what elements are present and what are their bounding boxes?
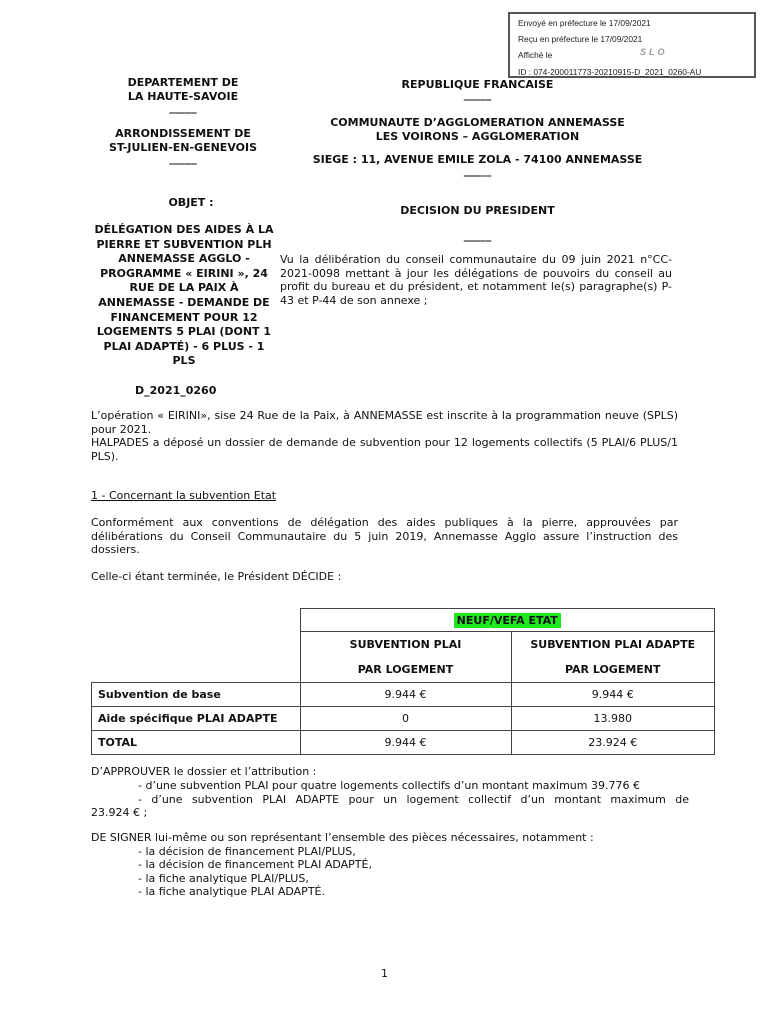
communaute-line1: COMMUNAUTE D’AGGLOMERATION ANNEMASSE <box>330 116 625 129</box>
approuver-heading: D’APPROUVER le dossier et l’attribution : <box>91 765 317 778</box>
stamp-posted: Affiché le <box>518 50 553 60</box>
communaute-line2: LES VOIRONS – AGGLOMERATION <box>375 129 580 143</box>
section-heading-etat: 1 - Concernant la subvention Etat <box>91 489 277 502</box>
table-row <box>92 707 715 731</box>
cell-adapte: 13.980 <box>511 707 715 731</box>
col-header-plai-line2: PAR LOGEMENT <box>357 663 454 676</box>
conformement-paragraph: Conformément aux conventions de délégation des aides publiques à la pierre, approuvées par délibérations du Conseil Communautaire du 5 juin 2019, Annemasse Agglo assure l’instruction des dossiers. <box>91 516 678 557</box>
subsidy-table <box>91 608 715 755</box>
decide-paragraph: Celle-ci étant terminée, le Président DÉCIDE : <box>91 570 342 583</box>
cell-plai: 9.944 € <box>300 683 511 707</box>
signer-item-2: - la décision de financement PLAI ADAPTÉ, <box>138 858 372 871</box>
signer-heading: DE SIGNER lui-même ou son représentant l’ensemble des pièces nécessaires, notamment : <box>91 831 594 844</box>
cell-plai: 0 <box>300 707 511 731</box>
stamp-logo: SLO <box>640 47 668 57</box>
approuver-item-1: - d’une subvention PLAI pour quatre logements collectifs d’un montant maximum 39.776 € <box>138 779 640 792</box>
separator: _____ <box>463 88 492 101</box>
row-label: TOTAL <box>92 731 301 755</box>
arrondissement-line2: ST-JULIEN-EN-GENEVOIS <box>108 140 258 154</box>
approuver-item-2: - d’une subvention PLAI ADAPTE pour un logement collectif d’un montant maximum de <box>138 793 689 806</box>
approuver-item-2-cont: 23.924 € ; <box>91 806 148 819</box>
table-group-header <box>300 609 715 632</box>
body-paragraph-operation <box>91 409 678 463</box>
signer-item-3: - la fiche analytique PLAI/PLUS, <box>138 872 309 885</box>
cell-adapte: 9.944 € <box>511 683 715 707</box>
table-empty-cell <box>92 632 301 683</box>
signer-item-4: - la fiche analytique PLAI ADAPTÉ. <box>138 885 325 898</box>
objet-text: DÉLÉGATION DES AIDES À LA PIERRE ET SUBVENTION PLH ANNEMASSE AGGLO - PROGRAMME « EIRINI », 24 RUE DE LA PAIX À ANNEMASSE - DEMANDE DE FINANCEMENT POUR 12 LOGEMENTS 5 PLAI (DONT 1 PLAI ADAPTÉ) - 6 PLUS - 1 PLS <box>94 223 274 368</box>
separator: _____ <box>169 152 197 166</box>
department-line1: DEPARTEMENT DE <box>127 76 239 89</box>
prefecture-stamp <box>508 12 756 78</box>
department-line2: LA HAUTE-SAVOIE <box>127 89 239 103</box>
halpades-text: HALPADES a déposé un dossier de demande de subvention pour 12 logements collectifs (5 PLAI/6 PLUS/1 PLS). <box>91 436 678 463</box>
objet-label: OBJET : <box>168 196 214 209</box>
row-label: Aide spécifique PLAI ADAPTE <box>92 707 301 731</box>
cell-plai: 9.944 € <box>300 731 511 755</box>
separator: _____ <box>463 229 492 242</box>
decision-reference: D_2021_0260 <box>135 384 217 397</box>
neuf-vefa-label: NEUF/VEFA ETAT <box>454 613 561 628</box>
left-header <box>92 76 274 164</box>
col-header-plai <box>300 632 511 683</box>
table-row <box>92 683 715 707</box>
stamp-received: Reçu en préfecture le 17/09/2021 <box>518 34 643 44</box>
arrondissement-line1: ARRONDISSEMENT DE <box>115 127 251 141</box>
page-number: 1 <box>381 967 388 980</box>
table-empty-cell <box>92 609 301 632</box>
decision-title: DECISION DU PRESIDENT <box>400 204 555 217</box>
communaute-name <box>290 116 665 143</box>
stamp-id: ID : 074-200011773-20210915-D_2021_0260-AU <box>518 67 702 77</box>
signer-item-1: - la décision de financement PLAI/PLUS, <box>138 845 356 858</box>
operation-text: L’opération « EIRINI», sise 24 Rue de la Paix, à ANNEMASSE est inscrite à la programmation neuve (SPLS) pour 2021. <box>91 409 678 436</box>
separator: _____ <box>463 164 492 177</box>
republique-title: REPUBLIQUE FRANCAISE <box>401 78 554 91</box>
row-label: Subvention de base <box>92 683 301 707</box>
separator: _____ <box>169 101 197 115</box>
vu-paragraph: Vu la délibération du conseil communautaire du 09 juin 2021 n°CC-2021-0098 mettant à jour les délégations de pouvoirs du conseil au profit du bureau et du président, et notamment le(s) paragraphe(s) P-43 et P-44 de son annexe ; <box>280 253 672 307</box>
col-header-adapte-line1: SUBVENTION PLAI ADAPTE <box>530 638 696 651</box>
siege-address: SIEGE : 11, AVENUE EMILE ZOLA - 74100 ANNEMASSE <box>312 153 643 166</box>
col-header-adapte-line2: PAR LOGEMENT <box>564 663 661 676</box>
table-row <box>92 731 715 755</box>
col-header-plai-adapte <box>511 632 715 683</box>
col-header-plai-line1: SUBVENTION PLAI <box>349 638 462 651</box>
cell-adapte: 23.924 € <box>511 731 715 755</box>
stamp-sent: Envoyé en préfecture le 17/09/2021 <box>518 18 651 28</box>
